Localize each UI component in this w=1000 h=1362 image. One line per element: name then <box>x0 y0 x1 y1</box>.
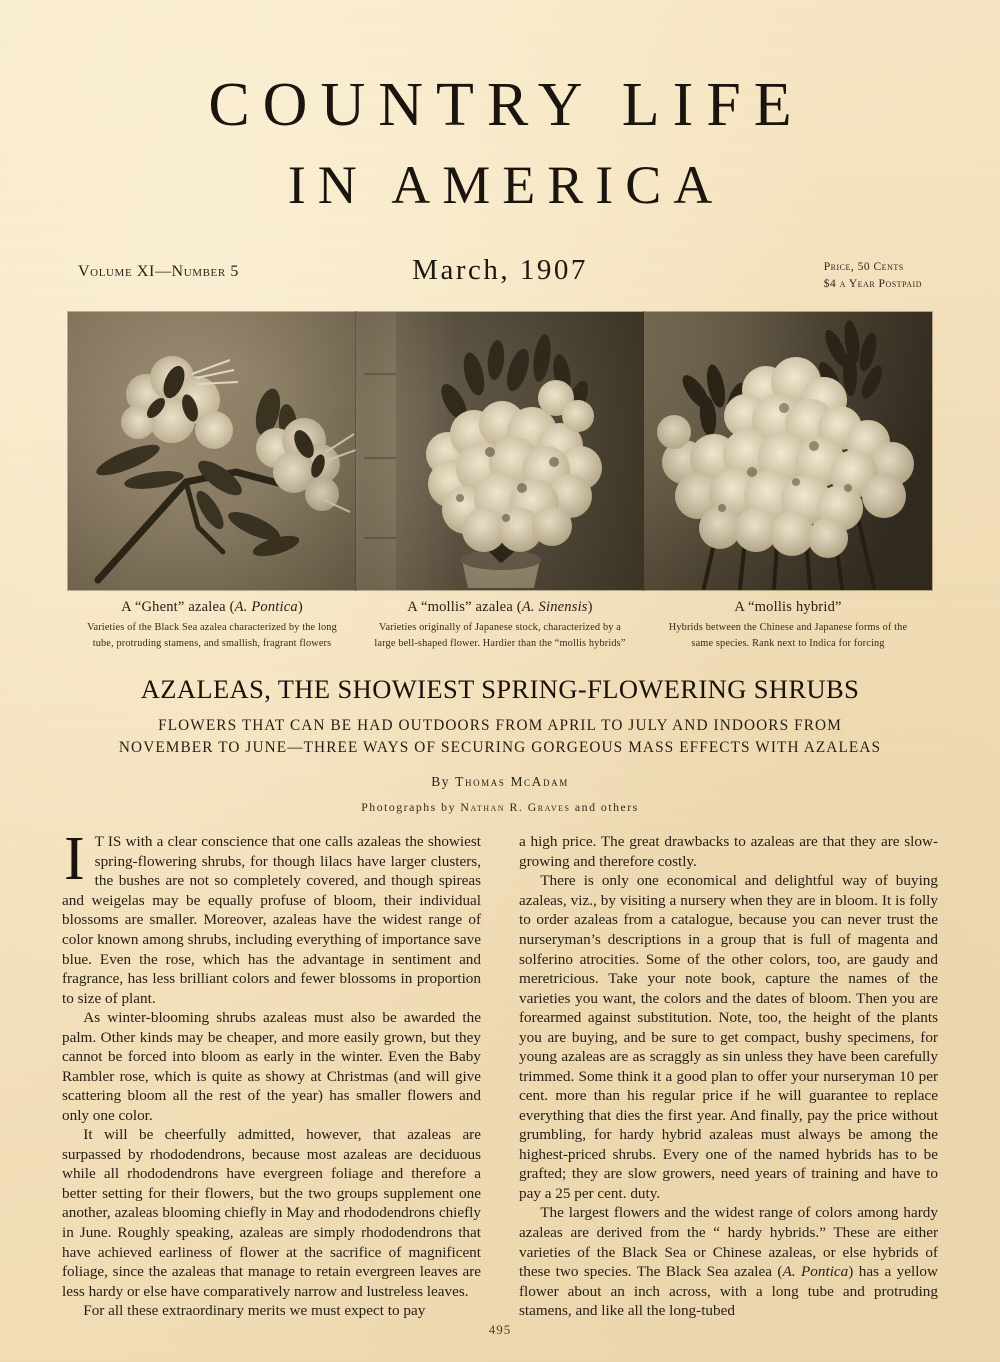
caption-sub-line1: Varieties originally of Japanese stock, characterized by a <box>379 622 621 633</box>
body-paragraph: For all these extraordinary merits we must expect to pay <box>83 1302 426 1320</box>
article-photo-credit <box>60 800 940 815</box>
caption-title-text: A “mollis hybrid” <box>734 599 842 615</box>
body-paragraph: As winter-blooming shrubs azaleas must also be awarded the palm. Other kinds may be cheaper, and more easily grown, but they cannot be forced into bloom as early in the winter. Even the Baby Rambler rose, which is quite as showy at Christmas (and will give scattering bloom all the rest of the year) has smaller flowers and only one color. <box>62 1009 481 1124</box>
photo-caption-subtitle <box>644 620 932 652</box>
issue-price-line1: Price, 50 Cents <box>823 261 904 273</box>
caption-title-text: A “Ghent” azalea ( <box>121 599 235 615</box>
body-paragraph <box>62 825 481 1008</box>
credit-photographer: Nathan R. Graves <box>460 800 571 815</box>
photo-mollis-hybrid <box>644 312 932 590</box>
byline-prefix: By <box>431 774 456 790</box>
caption-title-species: A. Sinensis <box>521 599 588 615</box>
caption-title-tail: ) <box>297 599 303 615</box>
photo-mollis-azalea <box>356 312 644 590</box>
caption-title-species: A. Pontica <box>234 599 298 615</box>
caption-title-tail: ) <box>587 599 593 615</box>
ghent-azalea-illustration <box>68 312 356 590</box>
body-paragraph-text: The largest flowers and the widest range of colors among hardy azaleas are derived from the “ hardy hybrids.” These are either varieties of the Black Sea or Chinese azaleas, or else hybrids of these two species. The Black Sea azalea ( <box>519 1204 938 1281</box>
photo-cell-mollis-hybrid <box>644 312 932 652</box>
photo-caption-title <box>356 599 644 616</box>
species-name: A. Pontica <box>782 1263 849 1281</box>
article-headline: AZALEAS, THE SHOWIEST SPRING-FLOWERING SHRUBS <box>140 673 860 704</box>
mollis-hybrid-illustration <box>644 312 932 590</box>
body-paragraph <box>519 1203 938 1320</box>
photo-caption-title <box>68 599 356 616</box>
body-paragraph-text: T IS with a clear conscience that one calls azaleas the showiest spring-flowering shrubs, for though lilacs have larger clusters, the bushes are not so completely covered, and though spireas and weigelas may be equally profuse of bloom, their individual blossoms are smaller. Moreover, azaleas have the widest range of color known among shrubs, including everything of importance save blue. Even the rose, which has the advantage in sentiment and fragrance, has less brilliant colors and fewer blossoms in proportion to size of plant. <box>62 833 481 1007</box>
masthead <box>0 0 1000 215</box>
article-head <box>60 674 940 815</box>
photo-caption-title <box>644 599 932 616</box>
issue-date: March, 1907 <box>412 254 588 286</box>
issue-price-line2: $4 a Year Postpaid <box>823 278 922 291</box>
article-byline <box>60 774 940 790</box>
body-column-right <box>519 832 938 1320</box>
body-paragraph-text-cont: ) has a yellow flower about an inch across, with a long tube and protruding stamens, and like all the long-tubed <box>519 1263 938 1320</box>
photo-caption-subtitle <box>68 620 356 652</box>
body-paragraph: It will be cheerfully admitted, however, that azaleas are surpassed by rhododendrons, because most azaleas are deciduous while all rhododendrons have evergreen foliage and therefore a better setting for their flowers, but the two groups supplement one another, azaleas blooming chiefly in May and rhododendrons chiefly in June. Roughly speaking, azaleas are simply rhododendrons that have achieved earliness of flower at the sacrifice of magnificent foliage, since the azaleas that manage to retain evergreen leaves are less hardy or else have comparatively narrow and lustreless leaves. <box>62 1126 481 1300</box>
caption-title-text: A “mollis” azalea ( <box>407 599 522 615</box>
issue-volume: Volume XI—Number 5 <box>78 263 240 280</box>
article-deck-line2: NOVEMBER TO JUNE—THREE WAYS OF SECURING GORGEOUS MASS EFFECTS WITH AZALEAS <box>118 738 882 756</box>
issue-line <box>0 254 1000 298</box>
photo-cell-mollis-azalea <box>356 312 644 652</box>
drop-cap: I <box>64 825 85 894</box>
photo-cell-ghent-azalea <box>68 312 356 652</box>
body-paragraph: a high price. The great drawbacks to azaleas are that they are slow-growing and therefore costly. <box>519 833 938 870</box>
body-paragraph: There is only one economical and delightful way of buying azaleas, viz., by visiting a nursery when they are in bloom. It is folly to order azaleas from a catalogue, because you can never trust the nurseryman’s descriptions in a group that is full of magenta and solferino atrocities. Some of the other colors, too, are gaudy and meretricious. Take your note book, capture the names of the varieties you want, the colors and the dates of bloom. Then you are forearmed against substitution. Note, too, the height of the plants you are buying, and be sure to get compact, bushy specimens, for young azaleas are as scraggly as sin unless they have been carefully trimmed. Some think it a good plan to offer your nurseryman 10 per cent. more than his regular price if he will guarantee to replace everything that dies the first year. And finally, pay the price without grumbling, for hardy hybrid azaleas must always be among the highest-priced shrubs. Every one of the named hybrids has to be grafted; they are slow growers, need years of training and have to pay a 25 per cent. duty. <box>519 872 938 1202</box>
page-number: 495 <box>488 1322 512 1337</box>
credit-prefix: Photographs by <box>361 800 461 815</box>
caption-sub-line2: same species. Rank next to Indica for forcing <box>691 637 885 649</box>
masthead-title-line2: IN AMERICA <box>287 155 725 215</box>
caption-sub-line2: tube, protruding stamens, and smallish, fragrant flowers <box>92 637 332 649</box>
article-deck-line1: FLOWERS THAT CAN BE HAD OUTDOORS FROM APRIL TO JULY AND INDOORS FROM <box>158 716 842 734</box>
photo-strip <box>68 312 932 652</box>
article-deck <box>64 715 936 758</box>
body-column-left <box>62 825 481 1320</box>
issue-price <box>824 259 922 294</box>
byline-author: Thomas McAdam <box>455 774 569 790</box>
article-body <box>62 825 938 1320</box>
caption-sub-line1: Hybrids between the Chinese and Japanese forms of the <box>668 622 908 633</box>
masthead-title-line1: COUNTRY LIFE <box>208 71 805 139</box>
caption-sub-line2: large bell-shaped flower. Hardier than the “mollis hybrids” <box>374 637 626 649</box>
photo-ghent-azalea <box>68 312 356 590</box>
credit-suffix: and others <box>570 800 639 815</box>
photo-caption-subtitle <box>356 620 644 652</box>
mollis-azalea-illustration <box>356 312 644 590</box>
caption-sub-line1: Varieties of the Black Sea azalea characterized by the long <box>87 622 337 633</box>
